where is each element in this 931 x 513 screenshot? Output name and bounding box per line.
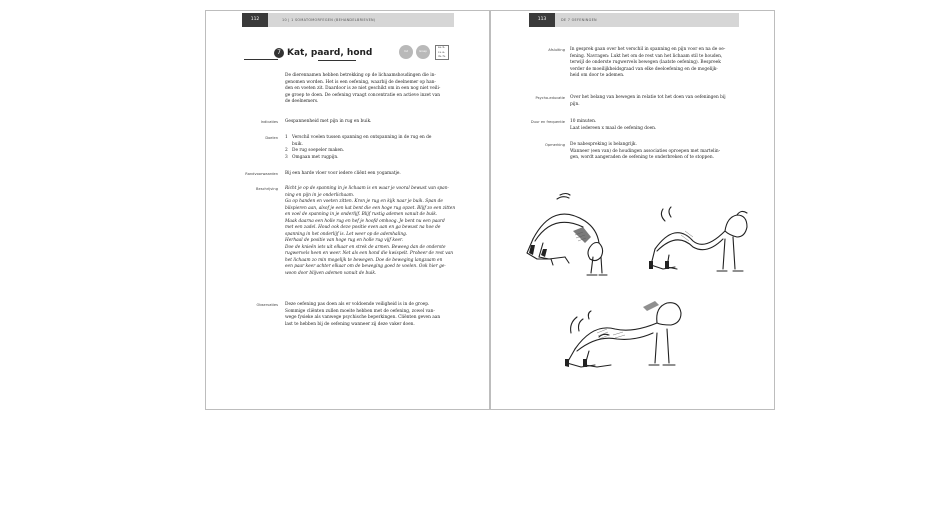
body-line: pijn. [570, 101, 580, 107]
intro-line: den en voeten zit. Daardoor is ze niet geschikt om in een nog niet veili- [285, 86, 441, 91]
section-label: Randvoorwaarden [245, 172, 278, 176]
section-body [285, 171, 453, 178]
list-text: Verschil voelen tussen spanning en ontspanning in de rug en de [292, 135, 432, 140]
section-label: Duur en frequentie [530, 120, 565, 124]
page-number: 113 [529, 13, 555, 27]
section-label: Doelen [265, 136, 278, 140]
body-line: In gesprek gaan over het verschil in spanning en pijn voor en na de oe- [570, 47, 726, 52]
body-line: heid om door te ademen. [570, 73, 625, 78]
body-line: verder de moeilijkheidsgraad van elke deeloefening en de mogelijk- [570, 66, 718, 72]
section-body [285, 135, 453, 161]
dog-pose-illustration [553, 289, 693, 381]
list-number: 2 [285, 148, 288, 153]
body-line: spanning in het onderlijf is. Let weer op de ademhaling. [285, 231, 408, 237]
body-line: woon door blijven ademen vanuit de buik. [285, 270, 377, 276]
exercise-number-badge: 7 [274, 48, 284, 58]
list-number: 1 [285, 135, 288, 140]
body-line: Gespannenheid met pijn in rug en buik. [285, 119, 372, 124]
section-label: Beschrijving [256, 187, 278, 191]
body-line: De nabespreking is belangrijk. [570, 142, 637, 147]
body-line: ning en pijn in je onderlichaam. [285, 192, 355, 198]
body-line: en voel de spanning in je onderlijf. Blijf rustig ademen vanuit de buik. [285, 212, 438, 217]
body-line: met een zadel. Houd ook deze positie even aan en ga bewust na hoe de [285, 225, 441, 230]
body-line: Over het belang van bewegen in relatie tot het doen van oefeningen bij [570, 95, 726, 100]
title-rule [244, 59, 278, 60]
intro-text [285, 73, 453, 106]
body-line: Deze oefening pas doen als er voldoende veiligheid is in de groep. [285, 302, 430, 307]
body-line: last te hebben bij de oefening wanneer zij deze vaker doen. [285, 321, 415, 327]
body-line: Herhaal de positie van hoge rug en holle rug vijf keer. [285, 238, 403, 243]
body-line: rugwervels heen en weer. Net als een hond die kwispelt. Probeer de rest van [285, 251, 453, 256]
list-text: De rug soepeler maken. [292, 148, 345, 153]
page-title: Kat, paard, hond [287, 48, 373, 58]
section-body [570, 119, 738, 132]
rating-grid [435, 45, 449, 60]
section-label: Psycho-educatie [535, 96, 565, 100]
section-body [285, 119, 453, 126]
body-line: 10 minuten. [570, 119, 597, 124]
body-line: Ga op handen en voeten zitten. Kron je rug en kijk naar je buik. Span de [285, 199, 443, 204]
list-item [285, 135, 453, 142]
section-body [285, 186, 456, 277]
page-header [242, 13, 454, 27]
section-body [570, 95, 738, 108]
body-line: een paar keer achter elkaar om de beweging goed te voelen. Ook hier ge- [285, 264, 446, 269]
intro-line: genomen worden. Het is een oefening, waarbij de deelnemer op han- [285, 79, 436, 85]
left-page [205, 10, 490, 410]
intro-line: De dierennamen hebben betrekking op de lichaamshoudingen die in- [285, 73, 436, 78]
body-line: Laat iedereen x maal de oefening doen. [570, 125, 657, 131]
body-line: het lichaam zo min mogelijk te bewegen. Doe de beweging langzaam en [285, 257, 443, 263]
body-line: terwijl de onderste rugwervels bewegen (laatste oefening). Bespreek [570, 60, 721, 65]
running-header: 10 | 1 SOMATOMORFEGEN (BEHANDELBRIEVEN) [282, 18, 376, 22]
body-line: Doe de knieën iets uit elkaar en strek de armen. Beweeg dan de onderste [285, 244, 446, 250]
section-body [570, 142, 738, 162]
body-line: Bij een harde vloer voor iedere cliënt een yogamatje. [285, 171, 401, 176]
section-body [570, 47, 738, 80]
list-item [285, 155, 453, 162]
body-line: Wanneer (een van) de houdingen associaties oproepen met martelin- [570, 148, 721, 154]
section-label: Observaties [256, 303, 278, 307]
section-label: Opmerking [545, 143, 565, 147]
body-line: Richt je op de spanning in je lichaam is en waar je vooral bewust van span- [285, 186, 449, 191]
list-text: buik. [292, 141, 303, 147]
running-header: DE 7 OEFENINGEN [561, 18, 597, 22]
body-line: wege fysieke als vanwege psychische beperkingen. Cliënten geven aan [285, 315, 441, 320]
section-label: Indicaties [260, 120, 278, 124]
body-line: fening. Navragen: Lukt het om de rest van het lichaam stil te houden, [570, 53, 723, 59]
cat-pose-illustration [513, 191, 628, 283]
list-number: 3 [285, 154, 288, 160]
section-body [285, 302, 453, 328]
intro-line: de deelnemers. [285, 99, 319, 104]
page-number: 112 [242, 13, 268, 27]
rating-row: d+ f+ [438, 55, 446, 59]
horse-pose-illustration [641, 191, 756, 283]
section-label: Afsluiting [548, 48, 565, 52]
rating-row: c+ e- [438, 50, 445, 54]
list-text: Omgaan met rugpijn. [292, 154, 339, 160]
body-line: bilspieren aan, alsof je een kat bent die een hoge rug opzet. Blijf zo een zitten [285, 205, 456, 211]
title-underline [318, 60, 356, 61]
page-header [529, 13, 739, 27]
body-line: gen, wordt aangeraden de oefening te onderbreken of te stoppen. [570, 155, 714, 160]
body-line: Sommige cliënten zullen moeite hebben met de oefening, zowel van- [285, 308, 435, 314]
body-line: Maak daarna een holle rug en hef je hoofd omhoog. Je bent nu een paard [285, 218, 445, 224]
intro-line: ge groep te doen. De oefening vraagt concentratie en actieve inzet van [285, 92, 441, 98]
individual-icon: Ind [399, 45, 413, 59]
rating-row: a+ b- [438, 46, 446, 49]
right-page [490, 10, 775, 410]
group-icon: Groep [416, 45, 430, 59]
